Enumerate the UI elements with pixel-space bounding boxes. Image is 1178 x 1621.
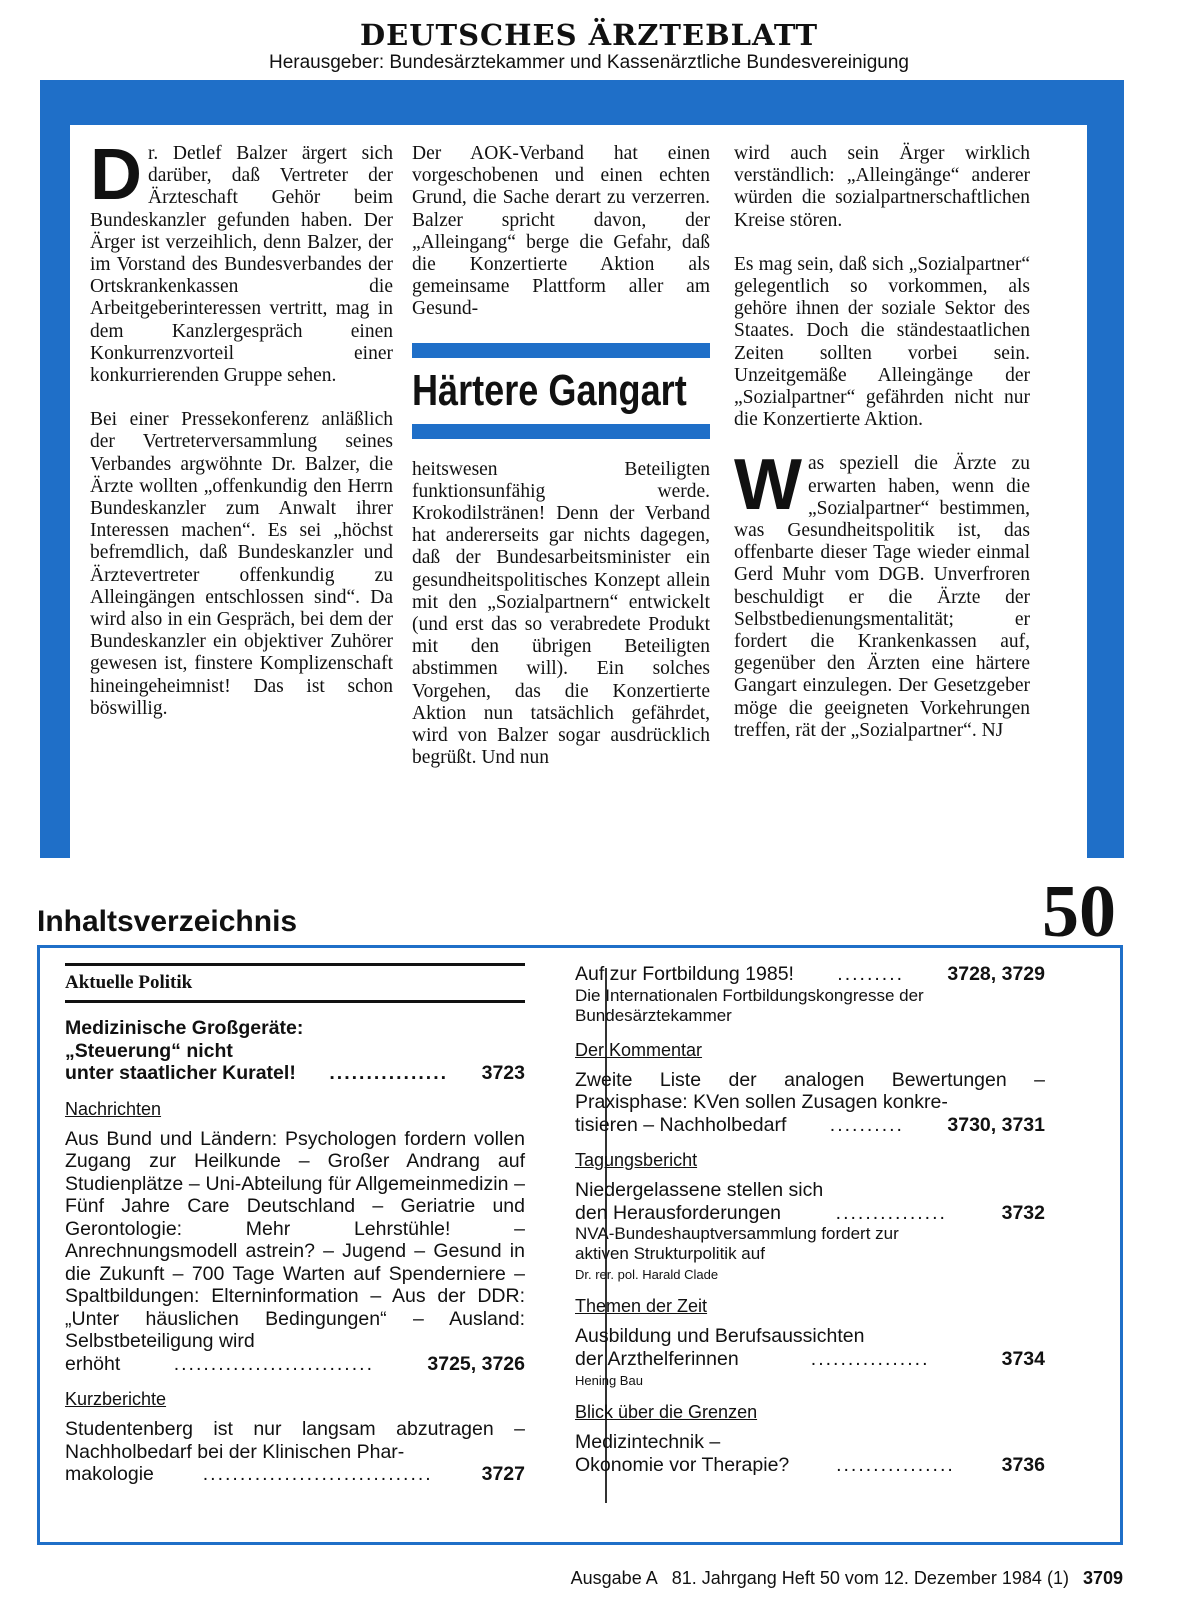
editorial-inner <box>70 125 1087 887</box>
section-label-kommentar[interactable]: Der Kommentar <box>575 1039 703 1060</box>
leader-dots: ........................... <box>173 1352 374 1375</box>
leader-dots: ................ <box>810 1347 930 1370</box>
tagung-text: Niedergelassene stellen sich <box>575 1179 824 1201</box>
tagung-author: Dr. rer. pol. Harald Clade <box>575 1267 719 1282</box>
komm-last: tisieren – Nachholbedarf <box>575 1113 787 1136</box>
nachrichten-page: 3725, 3726 <box>427 1352 525 1375</box>
toc-right-column <box>575 963 1105 1476</box>
themen-last: der Arzthelferinnen <box>575 1347 739 1370</box>
tagung-page: 3732 <box>1001 1201 1045 1224</box>
leader-dots: ............................... <box>202 1463 433 1485</box>
lead-page: 3723 <box>481 1062 525 1084</box>
editorial-column-2 <box>412 143 710 791</box>
editorial-column-3 <box>734 143 1030 764</box>
table-of-contents <box>37 945 1123 1545</box>
toc-entry-lead[interactable] <box>65 1017 525 1085</box>
journal-title: DEUTSCHES ÄRZTEBLATT <box>359 18 819 52</box>
leader-dots: ......... <box>837 963 905 985</box>
col2-paragraph-bottom: heitswesen Beteiligten funktionsunfähig werde. Krokodilstränen! Denn der Verband hat andererseits gar nichts dagegen, daß der Bundesarbeitsminister ein gesundheitspolitisches Konzept allein mit den „Sozialpartnern“ entwickelt (und erst das so verabredete Produkt mit den übrigen Beteiligten abstimmen will). Ein solches Vorgehen, das die Konzertierte Aktion nun tatsächlich gefährdet, wird von Balzer sogar ausdrücklich begrüßt. Und nun <box>412 458 710 769</box>
col3-paragraph-1: wird auch sein Ärger wirklich verständlich: „Alleingänge“ anderer würden die sozialpartnerschaftlichen Kreise stören. <box>734 143 1030 231</box>
lead-title-last: unter staatlicher Kuratel! <box>65 1062 296 1084</box>
kurz-page: 3727 <box>481 1463 525 1485</box>
fort-title: Auf zur Fortbildung 1985! <box>575 963 794 985</box>
toc-left-column <box>65 963 585 1486</box>
journal-publisher: Herausgeber: Bundesärztekammer und Kassenärztliche Bundesvereinigung <box>268 52 910 73</box>
lead-title: Medizinische Großgeräte: „Steuerung“ nicht <box>65 1017 304 1062</box>
toc-entry-kurzberichte[interactable] <box>65 1418 525 1486</box>
fort-subtitle: Die Internationalen Fortbildungskongresse der Bundesärztekammer <box>575 985 924 1025</box>
leader-dots: .......... <box>829 1113 904 1136</box>
section-label-kurzberichte[interactable]: Kurzberichte <box>65 1389 167 1409</box>
drop-cap-d: D <box>90 135 142 215</box>
nachrichten-text: Aus Bund und Ländern: Psychologen fordern vollen Zugang zur Heilkunde – Großer Andrang auf Studienplätze – Uni-Abteilung für Allgemeinmedizin – Fünf Jahre Care Deutschland – Geriatrie und Gerontologie: Mehr Lehrstühle! – Anrechnungsmodell astrein? – Jugend – Gesund in die Zukunft – 700 Tage Warten auf Spenderniere – Spaltbildungen: Elterninformation – Aus der DDR: „Unter häuslichen Bedingungen“ – Ausland: Selbstbeteiligung wird <box>65 1127 525 1352</box>
leader-dots: ................ <box>836 1453 955 1476</box>
fort-page: 3728, 3729 <box>947 963 1045 985</box>
tagung-last: den Herausforderungen <box>575 1201 781 1224</box>
nachrichten-last: erhöht <box>65 1352 121 1375</box>
themen-author: Hening Bau <box>575 1373 643 1388</box>
themen-page: 3734 <box>1001 1347 1045 1370</box>
col1-paragraph-2: Bei einer Pressekonferenz anläßlich der Vertreterversammlung seines Verbandes argwöhnte Dr. Balzer, die Ärzte wollten „offenkundig den Herrn Bundeskanzler zum Anwalt ihrer Interessen machen“. Es sei „höchst befremdlich, daß Bundeskanzler und Ärztevertreter offenkundig zu Alleingängen entschlossen sind“. Da wird also in ein Gespräch, bei dem der Bundeskanzler ein objektiver Zuhörer gewesen ist, finstere Komplizenschaft hineingeheimnist! Das ist schon böswillig. <box>90 409 393 719</box>
kurz-text: Studentenberg ist nur langsam abzutragen – Nachholbedarf bei der Klinischen Phar- <box>65 1418 525 1463</box>
toc-entry-blick[interactable] <box>575 1431 1045 1476</box>
issue-number: 50 <box>1042 871 1116 953</box>
section-label-themen[interactable]: Themen der Zeit <box>575 1296 708 1316</box>
masthead <box>0 18 1178 74</box>
toc-entry-tagungsbericht[interactable] <box>575 1179 1045 1282</box>
edition-info: Ausgabe A 81. Jahrgang Heft 50 vom 12. Dezember 1984 (1) <box>570 1568 1069 1588</box>
section-label-blick[interactable]: Blick über die Grenzen <box>575 1402 758 1422</box>
komm-page: 3730, 3731 <box>947 1113 1045 1136</box>
komm-text: Zweite Liste der analogen Bewertungen – Praxisphase: KVen sollen Zusagen konkre- <box>575 1068 1045 1113</box>
col1-paragraph-1: r. Detlef Balzer ärgert sich darüber, daß Vertreter der Ärzteschaft Gehör beim Bundeskanzler gefunden haben. Der Ärger ist verzeihlich, denn Balzer, der im Vorstand des Bundesverbandes der Ortskrankenkassen die Arbeitgeberinteressen vertritt, mag in dem Kanzlergespräch einen Konkurrenzvorteil einer konkurrierenden Gruppe sehen. <box>90 143 393 387</box>
themen-text: Ausbildung und Berufsaussichten <box>575 1325 865 1347</box>
page-footer <box>571 1568 1123 1589</box>
kurz-last: makologie <box>65 1463 154 1485</box>
headline-bar-top <box>412 343 710 358</box>
blick-page: 3736 <box>1001 1453 1045 1476</box>
editorial-column-1 <box>90 135 393 742</box>
blick-last: Okonomie vor Therapie? <box>575 1453 790 1476</box>
section-label-nachrichten[interactable]: Nachrichten <box>65 1098 162 1119</box>
toc-title: Inhaltsverzeichnis <box>37 905 298 938</box>
col2-paragraph-top: Der AOK-Verband hat einen vorgeschobenen und einen echten Grund, die Sache derart zu verzerren. Balzer spricht davon, der „Alleingang“ berge die Gefahr, daß die Konzertierte Aktion als gemeinsame Plattform aller am Gesund- <box>412 143 710 320</box>
section-rule-bottom <box>65 1000 525 1003</box>
toc-entry-themen[interactable] <box>575 1325 1045 1388</box>
editorial-box <box>40 80 1124 858</box>
leader-dots: ............... <box>835 1201 947 1224</box>
section-label-tagungsbericht[interactable]: Tagungsbericht <box>575 1150 698 1170</box>
toc-entry-nachrichten[interactable] <box>65 1128 525 1376</box>
tagung-subtitle: NVA-Bundeshauptversammlung fordert zur aktiven Strukturpolitik auf <box>575 1224 899 1263</box>
col3-paragraph-2: Es mag sein, daß sich „Sozialpartner“ gelegentlich so vorkommen, als gehöre ihnen der soziale Sektor des Staates. Doch die ständestaatlichen Zeiten sollten vorbei sein. Unzeitgemäße Alleingänge der „Sozialpartner“ gefährden nicht nur die Konzertierte Aktion. <box>734 253 1030 431</box>
leader-dots: ................ <box>329 1062 449 1084</box>
col3-paragraph-3: as speziell die Ärzte zu erwarten haben, wenn die „Sozialpartner“ bestimmen, was Gesundheitspolitik ist, das offenbarte dieser Tage wieder einmal Gerd Muhr vom DGB. Unverfroren beschuldigt er die Ärzte der Selbstbedienungsmentalität; er fordert die Krankenkassen auf, gegenüber den Ärzten eine härtere Gangart einzulegen. Der Gesetzgeber möge die geeigneten Vorkehrungen treffen, rät der „Sozialpartner“. NJ <box>734 453 1030 741</box>
toc-entry-fortbildung[interactable] <box>575 963 1045 1026</box>
headline-bar-bottom <box>412 424 710 439</box>
blick-text: Medizintechnik – <box>575 1431 721 1453</box>
editorial-headline: Härtere Gangart <box>412 365 687 415</box>
drop-cap-w: W <box>734 445 802 526</box>
page-number: 3709 <box>1082 1568 1123 1588</box>
toc-entry-kommentar[interactable] <box>575 1069 1045 1137</box>
section-heading-aktuelle-politik: Aktuelle Politik <box>65 972 193 993</box>
